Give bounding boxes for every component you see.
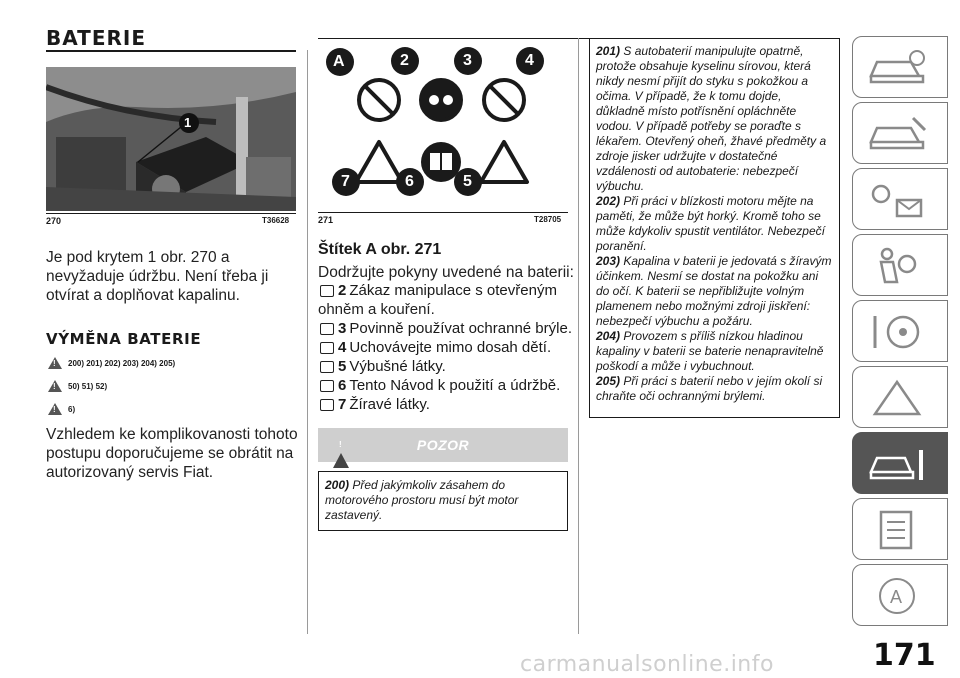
list-item — [318, 338, 576, 357]
tab-emergency[interactable] — [852, 366, 948, 428]
warning-ref-row-3 — [48, 403, 75, 415]
symbol-3-label: 3 — [463, 52, 472, 69]
list-item-continuation: ohněm a kouření. — [318, 301, 435, 318]
note-ref: 205) — [596, 374, 621, 388]
warning-ref-row-2 — [48, 380, 107, 392]
note-text: Provozem s příliš nízkou hladinou kapaliny v baterii se baterie nenapravitelně poškodí a může i vybuchnout. — [596, 329, 824, 373]
symbol-6-label: 6 — [405, 173, 414, 190]
note-text: Při práci v blízkosti motoru mějte na paměti, že může být horký. Kromě toho se může kdykoliv spustit ventilátor. Nebezpečí poranění. — [596, 194, 825, 253]
tab-lights-messages[interactable] — [852, 168, 948, 230]
note-ref: 202) — [596, 194, 621, 208]
item-number: 7 — [338, 396, 347, 413]
page-title: BATERIE — [46, 26, 146, 50]
environment-triangle-icon: ! — [48, 403, 62, 415]
symbol-a-label: A — [333, 53, 345, 70]
checkbox-icon — [320, 361, 334, 373]
warning-note — [596, 194, 833, 254]
page-number: 171 — [873, 638, 936, 673]
car-info-icon — [867, 48, 927, 88]
figure-271-code: T28705 — [534, 215, 562, 224]
note-ref: 201) — [596, 44, 621, 58]
figure-271-number: 271 — [318, 215, 334, 225]
callout-1: 1 — [184, 115, 192, 130]
warning-refs-2: 50) 51) 52) — [68, 381, 108, 391]
figure-270-rule — [46, 213, 296, 214]
column-divider-2 — [578, 38, 579, 634]
note-text: Kapalina v baterii je jedovatá s žíravým účinkem. Nesmí se dostat na pokožku ani do očí. K baterii se nepřibližujte volným plamenem nebo možnými zdroji jiskření: nebezpečí výbuchu a požáru. — [596, 254, 832, 328]
symbol-5-label: 5 — [463, 173, 472, 190]
label-list — [318, 281, 576, 414]
warnings-column — [589, 38, 840, 418]
item-number: 6 — [338, 377, 347, 394]
engine-bay-illustration — [46, 67, 296, 211]
battery-label-figure — [318, 42, 568, 210]
checkbox-icon — [320, 342, 334, 354]
warning-note — [596, 254, 833, 329]
tab-technical-data[interactable] — [852, 498, 948, 560]
replace-heading: VÝMĚNA BATERIE — [46, 330, 202, 348]
checklist-icon — [867, 510, 927, 550]
note-text: Při práci s baterií nebo v jejím okolí si chraňte oči ochrannými brýlemi. — [596, 374, 823, 403]
tab-index[interactable] — [852, 564, 948, 626]
note-text: S autobaterií manipulujte opatrně, protože obsahuje kyselinu sírovou, která nikdy nesmí přijít do styku s pokožkou a očima. V případě, že k tomu dojde, důkladně místo potřísnění opláchněte vodou. V případě potřeby se poraďte s lékařem. Otevřený oheň, žhavé předměty a zdroje jisker udržujte v dostatečné vzdálenosti od autobaterie: nebezpečí výbuchu. — [596, 44, 827, 193]
item-text: Tento Návod k použití a údržbě. — [349, 377, 561, 394]
svg-text:A: A — [890, 587, 903, 607]
note-ref: 203) — [596, 254, 621, 268]
watermark: carmanualsonline.info — [520, 652, 774, 677]
list-item — [318, 376, 576, 395]
engine-bay-figure — [46, 67, 296, 211]
warning-triangle-icon: ! — [48, 357, 62, 369]
label-intro: Dodržujte pokyny uvedené na baterii: — [318, 264, 574, 281]
list-item — [318, 357, 576, 376]
checkbox-icon — [320, 323, 334, 335]
steering-wheel-icon — [867, 312, 927, 352]
car-edit-icon — [867, 114, 927, 154]
warning-ref: 200) — [325, 478, 350, 492]
tab-driving[interactable] — [852, 300, 948, 362]
checkbox-icon — [320, 380, 334, 392]
item-number: 5 — [338, 358, 347, 375]
list-item — [318, 281, 576, 300]
symbol-7-label: 7 — [341, 173, 350, 190]
figure-271-rule — [318, 212, 568, 213]
label-heading: Štítek A obr. 271 — [318, 241, 442, 258]
note-ref: 204) — [596, 329, 621, 343]
warning-note — [596, 374, 833, 404]
airbag-icon — [867, 246, 927, 286]
figure-270-code: T36628 — [262, 216, 290, 225]
warning-note — [596, 329, 833, 374]
warning-refs-3: 6) — [68, 404, 76, 414]
item-number: 4 — [338, 339, 347, 356]
tab-car-info[interactable] — [852, 36, 948, 98]
intro-paragraph: Je pod krytem 1 obr. 270 a nevyžaduje údržbu. Není třeba ji otvírat a doplňovat kapalinu. — [46, 249, 269, 304]
warning-banner-title: POZOR — [416, 437, 470, 453]
alphabet-index-icon — [867, 576, 927, 616]
caution-triangle-icon: ! — [48, 380, 62, 392]
replace-paragraph: Vzhledem ke komplikovanosti tohoto postupu doporučujeme se obrátit na autorizovaný servis Fiat. — [46, 426, 298, 481]
warning-refs-1: 200) 201) 202) 203) 204) 205) — [68, 358, 176, 368]
item-text: Povinně používat ochranné brýle. — [349, 320, 572, 337]
lights-mail-icon — [867, 180, 927, 220]
column-divider-1 — [307, 50, 308, 634]
tab-maintenance[interactable] — [852, 432, 948, 494]
list-item — [318, 395, 576, 414]
list-item — [318, 319, 576, 338]
warning-banner-icon: ! — [333, 436, 349, 468]
tab-safety[interactable] — [852, 234, 948, 296]
item-text: Uchovávejte mimo dosah dětí. — [349, 339, 552, 356]
warning-note — [596, 44, 833, 194]
symbol-4-label: 4 — [525, 52, 534, 69]
item-text: Výbušné látky. — [349, 358, 446, 375]
title-rule — [46, 50, 296, 52]
checkbox-icon — [320, 285, 334, 297]
symbol-2-label: 2 — [400, 52, 409, 69]
checkbox-icon — [320, 399, 334, 411]
warning-triangle-tab-icon — [867, 378, 927, 418]
warning-text: Před jakýmkoliv zásahem do motorového prostoru musí být motor zastavený. — [325, 478, 519, 522]
car-wrench-icon — [867, 444, 927, 484]
item-text: Zákaz manipulace s otevřeným — [349, 282, 557, 299]
item-text: Žíravé látky. — [349, 396, 430, 413]
item-number: 3 — [338, 320, 347, 337]
warning-box-200 — [318, 471, 568, 531]
item-number: 2 — [338, 282, 347, 299]
warning-banner — [318, 428, 568, 462]
warning-ref-row-1 — [48, 357, 175, 369]
tab-car-edit[interactable] — [852, 102, 948, 164]
figure-270-number: 270 — [46, 216, 62, 226]
